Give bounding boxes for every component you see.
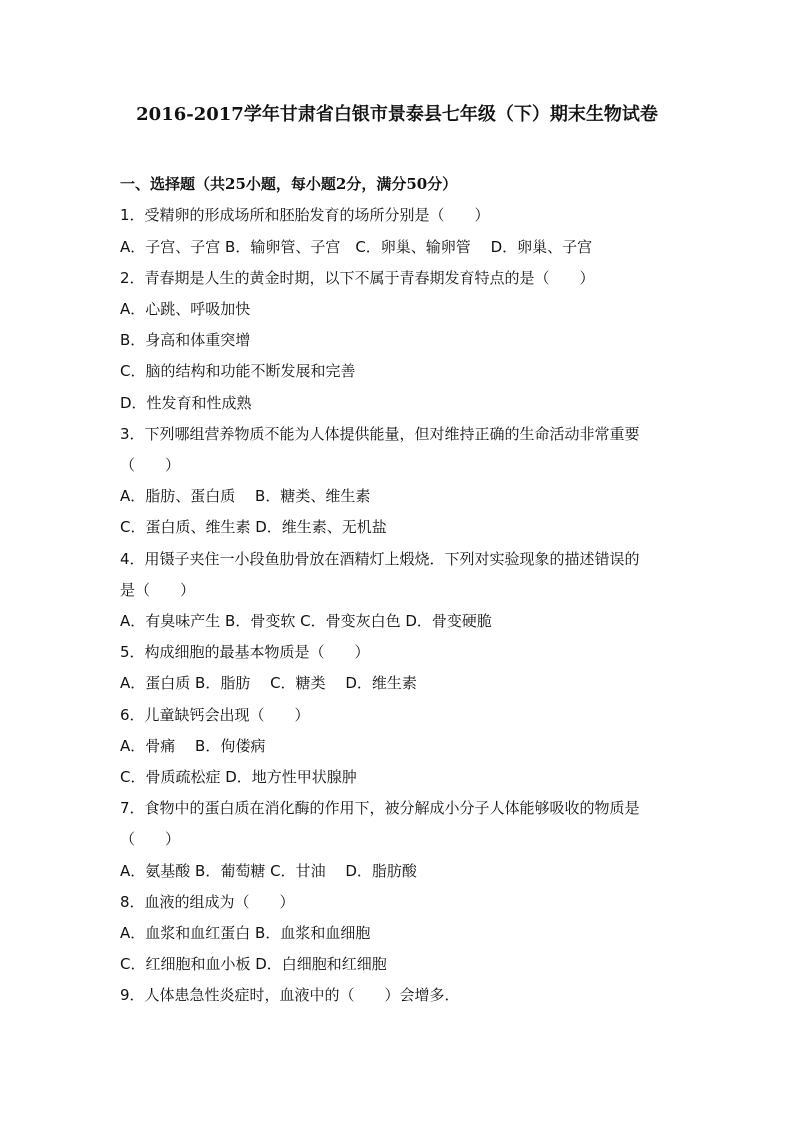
question-4-stem-cont: 是（ ）: [120, 581, 196, 599]
question-1-options: A．子宫、子宫 B．输卵管、子宫 C．卵巢、输卵管 D．卵巢、子宫: [120, 238, 593, 256]
question-2-option-c: C．脑的结构和功能不断发展和完善: [120, 362, 356, 380]
question-5-stem: 5．构成细胞的最基本物质是（ ）: [120, 643, 370, 661]
question-7-stem: 7．食物中的蛋白质在消化酶的作用下，被分解成小分子人体能够吸收的物质是: [120, 799, 640, 817]
question-3-stem-cont: （ ）: [120, 456, 181, 474]
question-2-stem: 2．青春期是人生的黄金时期，以下不属于青春期发育特点的是（ ）: [120, 269, 595, 287]
section-heading: 一、选择题（共25小题，每小题2分，满分50分）: [120, 175, 458, 193]
question-8-options-ab: A．血浆和血红蛋白 B．血浆和血细胞: [120, 924, 371, 942]
question-9-stem: 9．人体患急性炎症时，血液中的（ ）会增多．: [120, 986, 460, 1004]
question-2-option-d: D．性发育和性成熟: [120, 394, 252, 412]
question-6-options-ab: A．骨痛 B．佝偻病: [120, 737, 266, 755]
question-3-options-ab: A．脂肪、蛋白质 B．糖类、维生素: [120, 487, 371, 505]
question-7-options: A．氨基酸 B．葡萄糖 C．甘油 D．脂肪酸: [120, 862, 417, 880]
question-4-stem: 4．用镊子夹住一小段鱼肋骨放在酒精灯上煅烧．下列对实验现象的描述错误的: [120, 550, 640, 568]
question-4-options: A．有臭味产生 B．骨变软 C．骨变灰白色 D．骨变硬脆: [120, 612, 492, 630]
question-8-options-cd: C．红细胞和血小板 D．白细胞和红细胞: [120, 955, 387, 973]
question-2-option-b: B．身高和体重突增: [120, 331, 251, 349]
question-3-options-cd: C．蛋白质、维生素 D．维生素、无机盐: [120, 518, 387, 536]
question-5-options: A．蛋白质 B．脂肪 C．糖类 D．维生素: [120, 674, 417, 692]
question-6-stem: 6．儿童缺钙会出现（ ）: [120, 706, 310, 724]
question-3-stem: 3．下列哪组营养物质不能为人体提供能量，但对维持正确的生命活动非常重要: [120, 425, 640, 443]
question-6-options-cd: C．骨质疏松症 D．地方性甲状腺肿: [120, 768, 357, 786]
question-7-stem-cont: （ ）: [120, 830, 181, 848]
page-title: 2016-2017学年甘肃省白银市景泰县七年级（下）期末生物试卷: [136, 104, 658, 125]
question-2-option-a: A．心跳、呼吸加快: [120, 300, 251, 318]
question-8-stem: 8．血液的组成为（ ）: [120, 893, 295, 911]
question-1-stem: 1．受精卵的形成场所和胚胎发育的场所分别是（ ）: [120, 206, 490, 224]
